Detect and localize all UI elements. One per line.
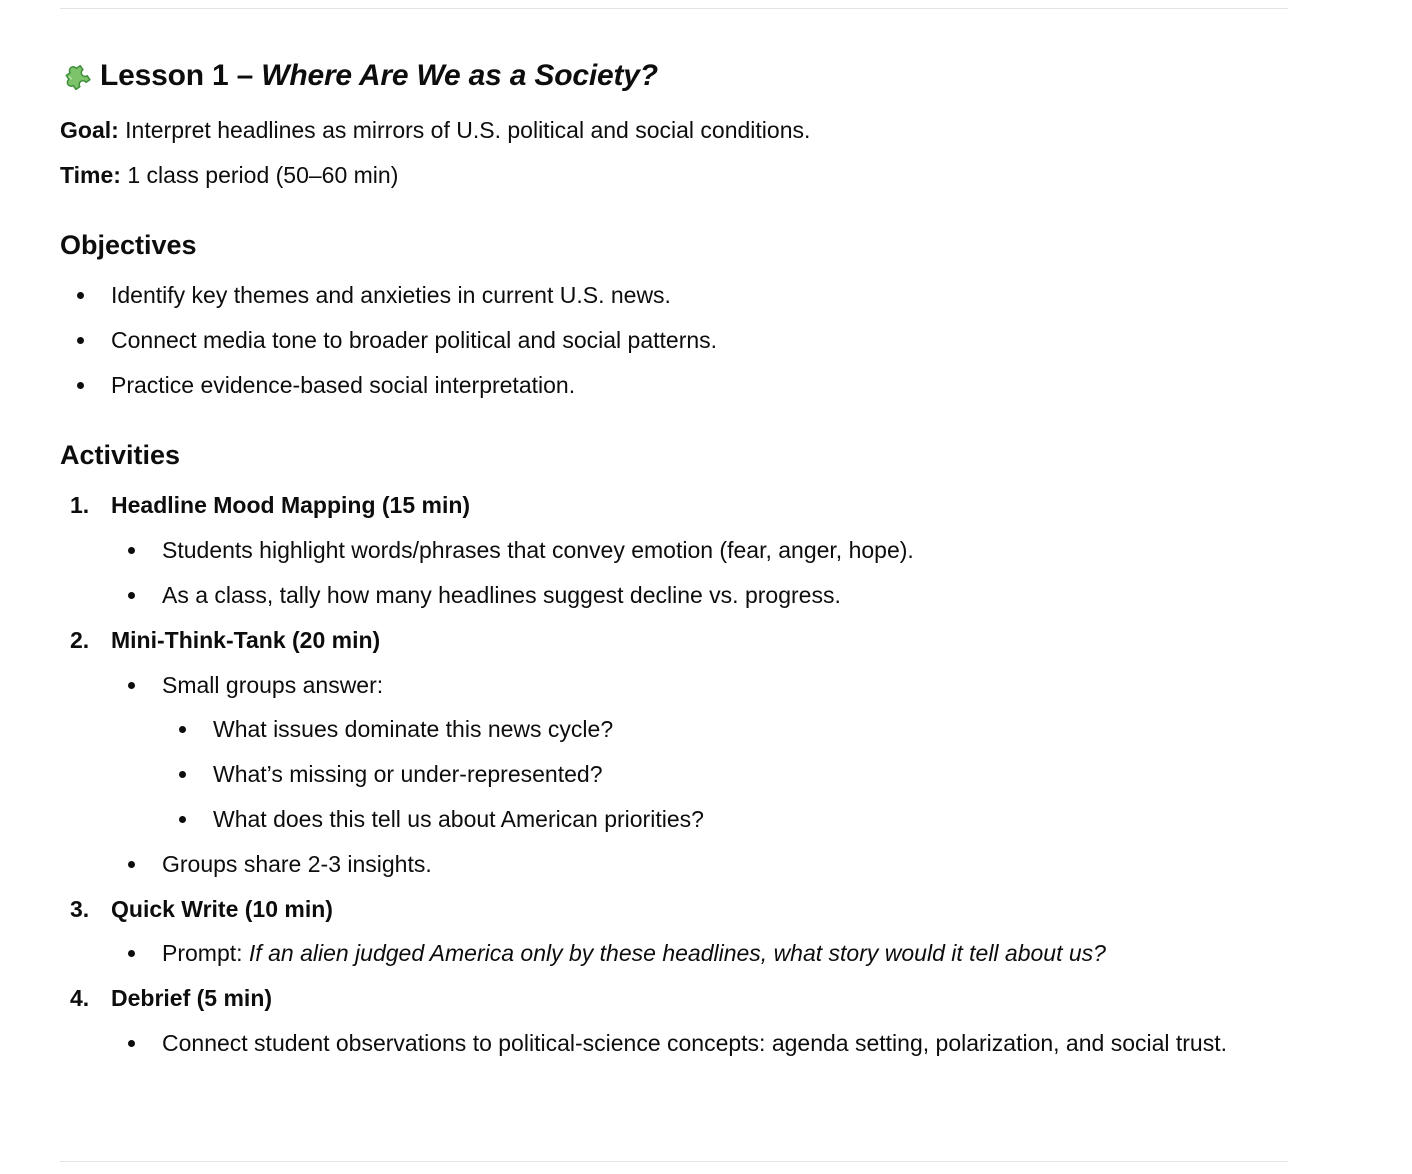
puzzle-piece-icon <box>60 59 94 93</box>
top-divider <box>60 8 1288 9</box>
time-text: 1 class period (50–60 min) <box>120 162 399 188</box>
activity-step-2 <box>60 618 1288 887</box>
nested-questions <box>162 707 1288 841</box>
list-item-text: Small groups answer: <box>162 671 384 698</box>
step-bullets <box>111 663 1288 887</box>
objectives-heading: Objectives <box>60 230 197 260</box>
list-item: What’s missing or under-represented? <box>162 752 1288 797</box>
step-title: Headline Mood Mapping (15 min) <box>111 492 471 519</box>
step-number: 3. <box>70 895 90 922</box>
activity-step-1 <box>60 483 1288 617</box>
list-item: As a class, tally how many headlines suggest decline vs. progress. <box>111 573 1288 618</box>
list-item: Connect student observations to political-science concepts: agenda setting, polarization, and social trust. <box>111 1021 1288 1066</box>
step-title: Mini-Think-Tank (20 min) <box>111 626 381 653</box>
prompt-text: If an alien judged America only by these headlines, what story would it tell about us? <box>248 940 1106 967</box>
list-item <box>111 663 1288 842</box>
lesson-title-italic: Where Are We as a Society? <box>261 59 658 92</box>
list-item: Identify key themes and anxieties in current U.S. news. <box>60 273 1288 318</box>
goal-text: Interpret headlines as mirrors of U.S. political and social conditions. <box>118 117 811 143</box>
list-item: Groups share 2-3 insights. <box>111 842 1288 887</box>
step-number: 4. <box>70 985 90 1012</box>
step-bullets <box>111 1021 1288 1066</box>
step-title: Debrief (5 min) <box>111 985 273 1012</box>
time-line <box>60 153 1288 198</box>
objectives-list <box>60 273 1288 407</box>
activities-heading: Activities <box>60 440 181 471</box>
list-item <box>111 931 1288 976</box>
step-number: 2. <box>70 626 90 653</box>
time-label: Time: <box>60 162 121 188</box>
goal-label: Goal: <box>60 117 119 143</box>
bottom-divider <box>60 1161 1288 1162</box>
lesson-title-prefix: Lesson 1 – <box>100 59 262 92</box>
step-bullets <box>111 528 1288 618</box>
lesson-title <box>60 50 1288 102</box>
activity-step-3 <box>60 887 1288 977</box>
step-bullets <box>111 931 1288 976</box>
list-item: Students highlight words/phrases that convey emotion (fear, anger, hope). <box>111 528 1288 573</box>
step-number: 1. <box>70 492 90 519</box>
list-item: What issues dominate this news cycle? <box>162 707 1288 752</box>
list-item: Connect media tone to broader political and social patterns. <box>60 318 1288 363</box>
step-title: Quick Write (10 min) <box>111 895 333 922</box>
activity-step-4 <box>60 976 1288 1066</box>
goal-line <box>60 108 1288 153</box>
activities-list <box>60 483 1288 1065</box>
prompt-label: Prompt: <box>162 940 249 967</box>
list-item: What does this tell us about American priorities? <box>162 797 1288 842</box>
lesson-content <box>60 50 1288 1066</box>
list-item: Practice evidence-based social interpretation. <box>60 363 1288 408</box>
